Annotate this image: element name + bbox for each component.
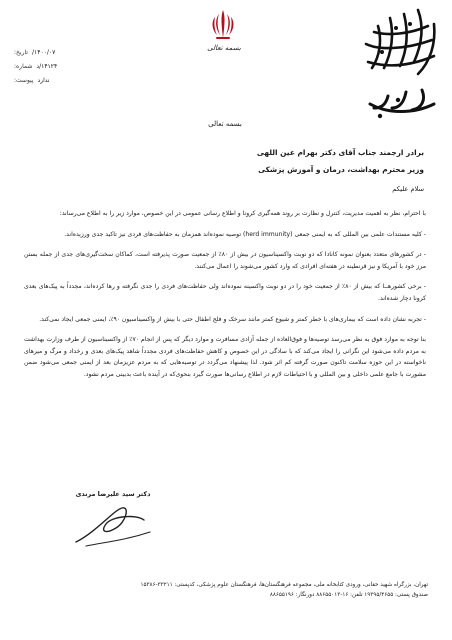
footer-contact: صندوق پستی: ۱۹۳۹۵/۴۶۵۵ تلفن: ۱۶-۸۸۶۵۵۰۱۳ دورنگار: ۸۸۶۵۵۱۹۶ bbox=[269, 592, 428, 598]
recipient-block bbox=[24, 144, 424, 178]
letter-footer bbox=[20, 580, 428, 600]
body-paragraph: - در کشورهای متعدد بعنوان نمونه کانادا که دو نوبت واکسیناسیون در بیش از ۸۰٪ از جمعیت صورت پذیرفته است، کماکان سخت‌گیری‌های جدی از جمله بستن مرز خود با آمریکا و نیز قرنطینه در هفته‌ای افرادی که وارد کشور می‌شوند را اعمال می‌کنند. bbox=[24, 251, 426, 270]
body-paragraph: - کلیه مستندات علمی بین المللی که به ایمنی جمعی (herd immunity) توصیه نموده‌اند همزمان به حفاظت‌های فردی نیز تاکید جدی ورزیده‌اند. bbox=[64, 230, 426, 238]
attachment-label: پیوست: bbox=[14, 77, 34, 84]
signatory-name: دکتر سید علیرضا مرندی bbox=[75, 490, 151, 498]
number-value: ۱۴۱۲۴/د bbox=[36, 63, 58, 70]
body-paragraph: با احترام، نظر به اهمیت مدیریت، کنترل و نظارت بر روند همه‌گیری کرونا و اطلاع رسانی عمومی در این خصوص، موارد زیر را به اطلاع می‌رساند: bbox=[59, 210, 426, 217]
number-row bbox=[14, 60, 114, 74]
footer-address: تهران، بزرگراه شهید حقانی، ورودی کتابخانه ملی، مجموعه فرهنگستان‌ها، فرهنگستان علوم پزشکی، کدپستی: ۳۳۲۱۱-۱۵۳۸۶ bbox=[140, 582, 428, 588]
handwritten-signature bbox=[66, 502, 156, 550]
calligraphy-logo bbox=[348, 4, 444, 124]
letter-body bbox=[24, 208, 426, 390]
body-paragraph: - برخی کشورهــا که بیش از ۸۰٪ از جمعیت خود را در دو نوبت واکسینه نموده‌اند ولی حفاظت‌های فردی را جدی نگرفته و رها کرده‌اند، مجدداً به پیک‌های بعدی کرونا دچار شده‌اند. bbox=[24, 283, 427, 302]
iran-emblem-icon bbox=[210, 8, 236, 42]
letter-meta bbox=[14, 46, 114, 88]
recipient-name: برادر ارجمند جناب آقای دکتر بهرام عین اللهی bbox=[256, 148, 424, 157]
body-paragraph: بنا توجه به موارد فوق به نظر می‌رسد توصیه‌ها و فوق‌العاده از جمله آزادی مسافرت و موارد دیگر که پس از انجام ۷۰٪ از واکسیناسیون از طرف وزارت بهداشت به مردم داده می‌شود این نگرانی را ایجاد می‌کند که با سادگی در این خصوص و کاهش حفاظت‌های فردی مجدداً شاهد پیک‌های بعدی و رخداد و مرگ و میرهای ناخواسته در این حوزه سلامت تاکنون صورت گرفته کم اثر شود. لذا پیشنهاد می‌گردد در توصیه‌هایی که به مردم عزیزمان بعد از ایمنی جمعی می‌شود ضمن مشورت با جامع علمی داخلی و بین المللی و با احتیاطات لازم در اطلاع رسانی‌ها صورت گیرد بنحوی‌که در آینده باعث بدبینی مردم نشود. bbox=[24, 336, 427, 378]
greeting: سلام علیکم bbox=[392, 185, 424, 193]
emblem-caption: بسمه تعالی bbox=[207, 44, 241, 52]
attachment-value: ندارد bbox=[37, 77, 50, 84]
bismillah: بسمه تعالی bbox=[208, 120, 242, 128]
attachment-row bbox=[14, 74, 114, 88]
number-label: شماره: bbox=[14, 63, 33, 70]
body-paragraph: - تجربه نشان داده است که بیماری‌های با خطر کمتر و شیوع کمتر مانند سرخک و فلج اطفال حتی با بیش از واکسیناسیون ۹۰٪، ایمنی جمعی ایجاد نمی‌کند. bbox=[39, 315, 426, 323]
date-row bbox=[14, 46, 114, 60]
recipient-title: وزیر محترم بهداشت، درمان و آموزش پزشکی bbox=[258, 165, 424, 174]
date-value: ۱۴۰۰/۰۷/ bbox=[31, 49, 56, 56]
date-label: تاریخ: bbox=[14, 49, 28, 56]
